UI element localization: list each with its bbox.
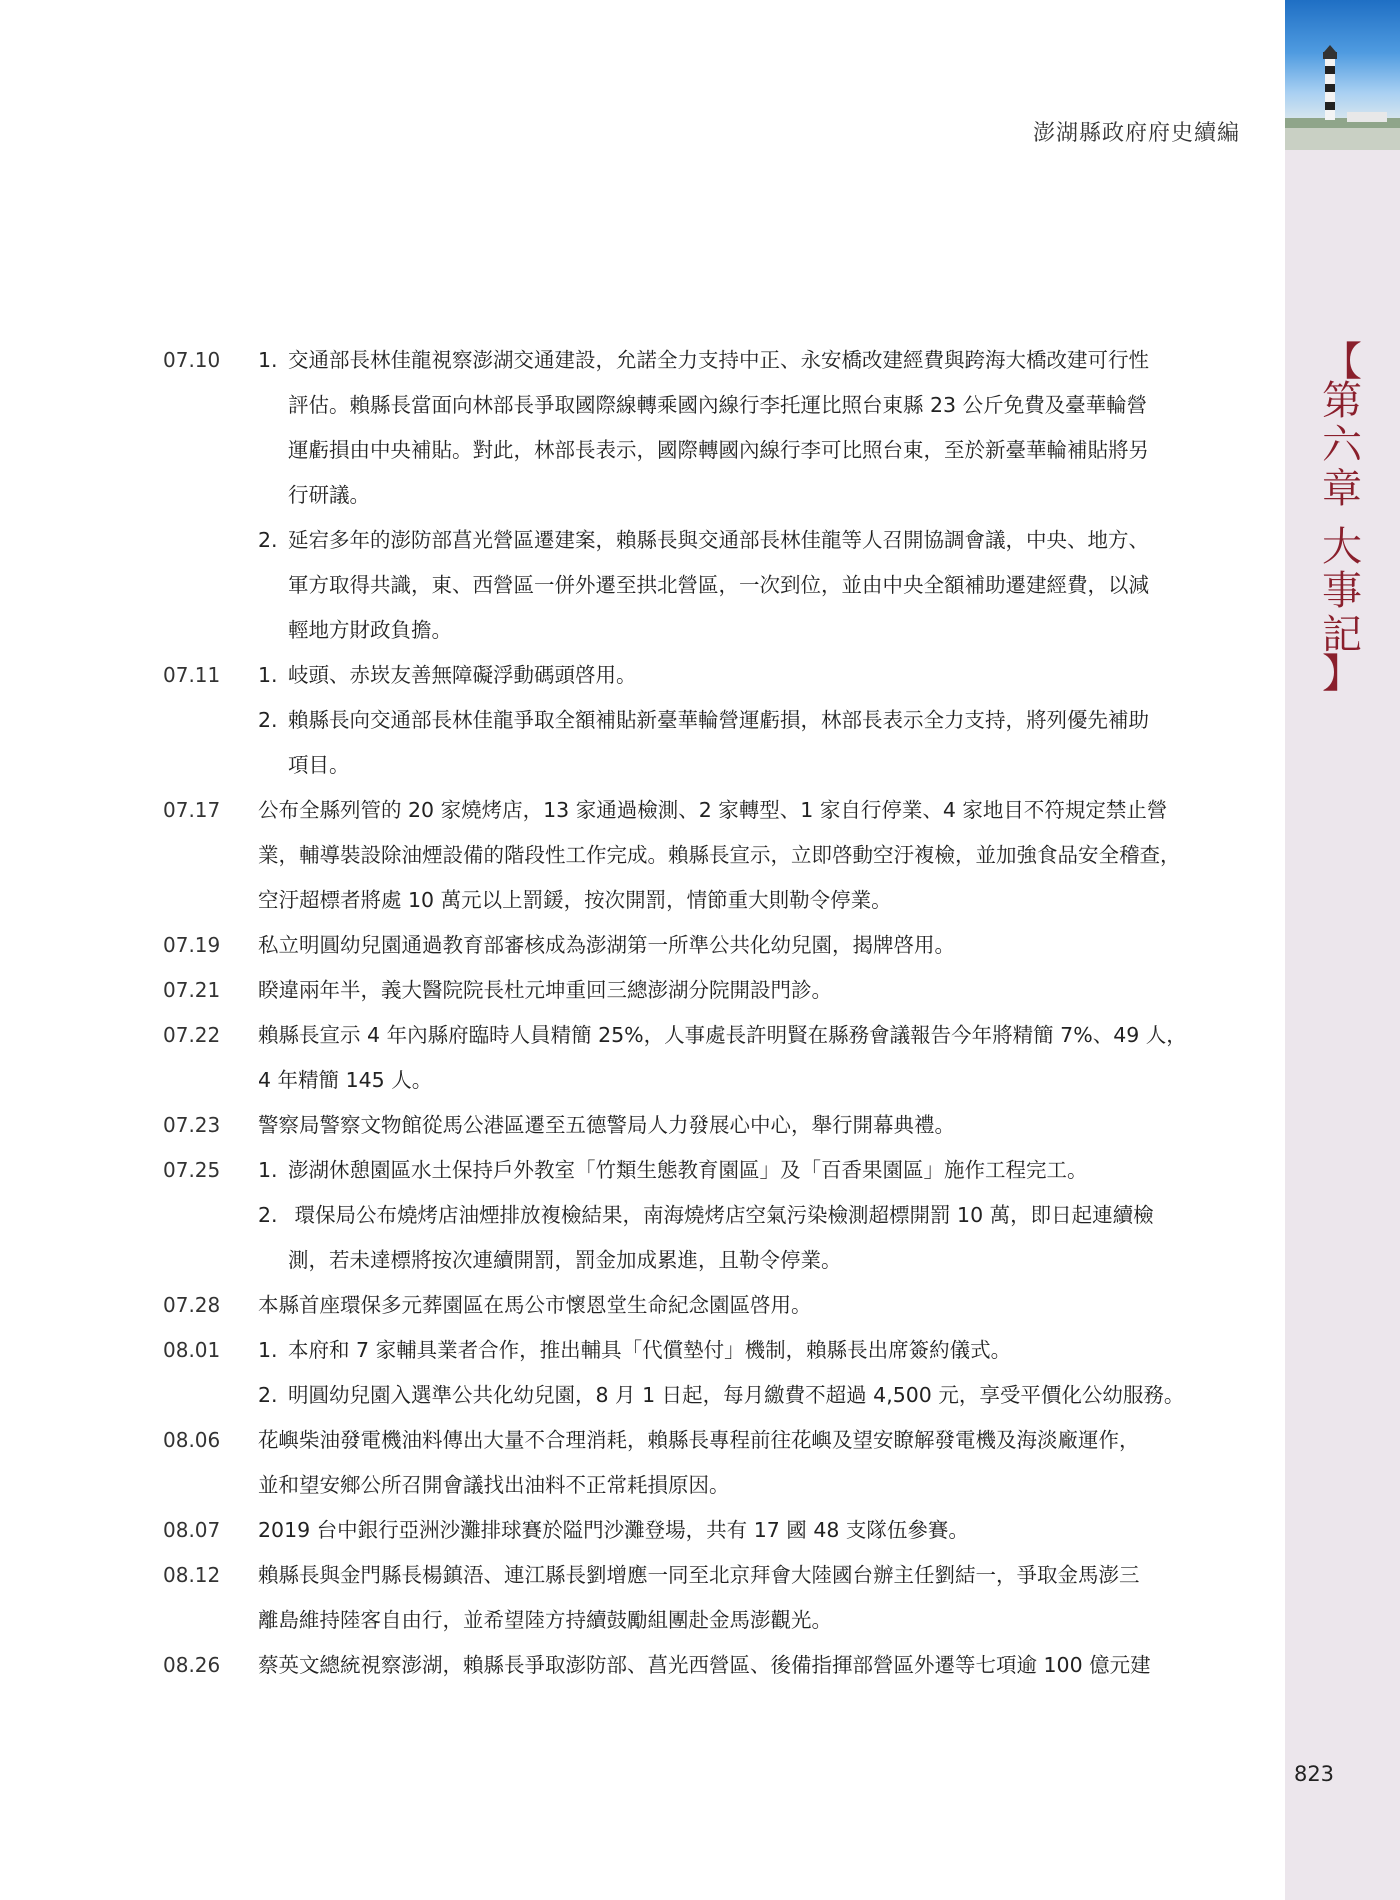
item-number: 2. [258,1383,278,1407]
page-number: 823 [1293,1762,1335,1786]
entry-line: 運虧損由中央補貼。對此，林部長表示，國際轉國內線行李可比照台東，至於新臺華輪補貼將另 [288,438,1149,462]
entry-line [258,1328,1245,1373]
entry-line [258,1193,1245,1238]
item-number: 1. [258,1338,278,1362]
entry-line: 輕地方財政負擔。 [288,618,452,642]
chronology-entry [163,338,1245,653]
entry-line: 賴縣長與金門縣長楊鎮浯、連江縣長劉增應一同至北京拜會大陸國台辦主任劉結一，爭取金馬澎三 [258,1563,1140,1587]
chapter-char: 六 [1322,422,1362,468]
bracket-open: 【 [1322,339,1362,385]
chronology-entry [163,923,1245,968]
entry-date: 07.11 [163,663,221,687]
entry-date: 08.07 [163,1518,221,1542]
chapter-sidebar [1285,0,1400,1900]
entry-text: 延宕多年的澎防部菖光營區遷建案，賴縣長與交通部長林佳龍等人召開協調會議，中央、地方、 [288,528,1149,552]
entry-line [258,1373,1245,1418]
entry-line: 離島維持陸客自由行，並希望陸方持續鼓勵組團赴金馬澎觀光。 [258,1608,832,1632]
chronology-entry [163,1013,1245,1103]
lighthouse-icon [1285,0,1400,150]
entry-body [258,788,1245,923]
chronology-list [163,338,1245,1688]
chapter-char: 記 [1322,612,1362,658]
entry-line: 公布全縣列管的 20 家燒烤店，13 家通過檢測、2 家轉型、1 家自行停業、4 家地目不符規定禁止營 [258,798,1168,822]
entry-date: 07.19 [163,933,221,957]
entry-body [258,1013,1245,1103]
entry-line: 本縣首座環保多元葬園區在馬公市懷恩堂生命紀念園區啓用。 [258,1293,812,1317]
entry-line: 花嶼柴油發電機油料傳出大量不合理消耗，賴縣長專程前往花嶼及望安瞭解發電機及海淡廠運作， [258,1428,1140,1452]
entry-date: 07.22 [163,1023,221,1047]
chronology-entry [163,1643,1245,1688]
entry-date: 07.25 [163,1158,221,1182]
item-number: 1. [258,348,278,372]
entry-line: 4 年精簡 145 人。 [258,1068,433,1092]
chronology-entry [163,1418,1245,1508]
entry-line [258,698,1245,743]
entry-body [258,1643,1245,1688]
chronology-entry [163,1283,1245,1328]
chronology-entry [163,1328,1245,1418]
entry-body [258,1283,1245,1328]
entry-body [258,923,1245,968]
entry-line: 評估。賴縣長當面向林部長爭取國際線轉乘國內線行李托運比照台東縣 23 公斤免費及臺華輪營 [288,393,1148,417]
entry-date: 07.21 [163,978,221,1002]
entry-text: 明圓幼兒園入選準公共化幼兒園，8 月 1 日起，每月繳費不超過 4,500 元，享受平價化公幼服務。 [288,1383,1185,1407]
chapter-char: 第 [1322,378,1362,424]
chapter-char: 事 [1322,568,1362,614]
item-number: 1. [258,1158,278,1182]
entry-body [258,653,1245,788]
chronology-entry [163,653,1245,788]
entry-line: 行研議。 [288,483,370,507]
item-number: 1. [258,663,278,687]
entry-body [258,1103,1245,1148]
item-number: 2. [258,708,278,732]
item-number: 2. [258,1203,278,1227]
item-number: 2. [258,528,278,552]
entry-line [258,653,1245,698]
entry-line: 賴縣長宣示 4 年內縣府臨時人員精簡 25%，人事處長許明賢在縣務會議報告今年將精簡 7%、49 人， [258,1023,1187,1047]
entry-text: 岐頭、赤崁友善無障礙浮動碼頭啓用。 [288,663,637,687]
entry-line: 2019 台中銀行亞洲沙灘排球賽於隘門沙灘登場，共有 17 國 48 支隊伍參賽。 [258,1518,969,1542]
chapter-label [1307,339,1377,697]
entry-line [258,1148,1245,1193]
chronology-entry [163,1508,1245,1553]
entry-date: 07.17 [163,798,221,822]
entry-line: 並和望安鄉公所召開會議找出油料不正常耗損原因。 [258,1473,730,1497]
chronology-entry [163,1148,1245,1283]
entry-line: 業，輔導裝設除油煙設備的階段性工作完成。賴縣長宣示，立即啓動空汙複檢，並加強食品安全稽查， [258,843,1181,867]
entry-date: 08.12 [163,1563,221,1587]
chronology-entry [163,968,1245,1013]
lighthouse-photo [1285,0,1400,150]
chapter-char: 章 [1322,466,1362,512]
entry-line: 睽違兩年半，義大醫院院長杜元坤重回三總澎湖分院開設門診。 [258,978,832,1002]
entry-text: 交通部長林佳龍視察澎湖交通建設，允諾全力支持中正、永安橋改建經費與跨海大橋改建可行性 [288,348,1149,372]
chronology-entry [163,788,1245,923]
entry-date: 08.06 [163,1428,221,1452]
entry-date: 07.10 [163,348,221,372]
running-header-title: 澎湖縣政府府史續編 [1032,121,1240,146]
entry-date: 08.26 [163,1653,221,1677]
entry-body [258,968,1245,1013]
entry-body [258,1508,1245,1553]
entry-body [258,338,1245,653]
chapter-char: 大 [1322,524,1362,570]
entry-line: 測，若未達標將按次連續開罰，罰金加成累進，且勒令停業。 [288,1248,842,1272]
entry-body [258,1148,1245,1283]
entry-line: 項目。 [288,753,350,777]
entry-body [258,1328,1245,1418]
entry-date: 08.01 [163,1338,221,1362]
entry-text: 賴縣長向交通部長林佳龍爭取全額補貼新臺華輪營運虧損，林部長表示全力支持，將列優先補助 [288,708,1149,732]
entry-line: 蔡英文總統視察澎湖，賴縣長爭取澎防部、菖光西營區、後備指揮部營區外遷等七項逾 100 億元建 [258,1653,1151,1677]
bracket-close: 】 [1322,651,1362,697]
chronology-entry [163,1553,1245,1643]
entry-line: 空汙超標者將處 10 萬元以上罰鍰，按次開罰，情節重大則勒令停業。 [258,888,892,912]
entry-text: 環保局公布燒烤店油煙排放複檢結果，南海燒烤店空氣污染檢測超標開罰 10 萬，即日起連續檢 [288,1203,1154,1227]
entry-date: 07.23 [163,1113,221,1137]
entry-body [258,1418,1245,1508]
entry-text: 澎湖休憩園區水土保持戶外教室「竹類生態教育園區」及「百香果園區」施作工程完工。 [288,1158,1088,1182]
entry-line: 軍方取得共識，東、西營區一併外遷至拱北營區，一次到位，並由中央全額補助遷建經費，以減 [288,573,1149,597]
entry-line: 私立明圓幼兒園通過教育部審核成為澎湖第一所準公共化幼兒園，揭牌啓用。 [258,933,955,957]
entry-body [258,1553,1245,1643]
entry-date: 07.28 [163,1293,221,1317]
entry-line: 警察局警察文物館從馬公港區遷至五德警局人力發展心中心，舉行開幕典禮。 [258,1113,955,1137]
entry-text: 本府和 7 家輔具業者合作，推出輔具「代償墊付」機制，賴縣長出席簽約儀式。 [288,1338,1012,1362]
chronology-entry [163,1103,1245,1148]
entry-line [258,518,1245,563]
entry-line [258,338,1245,383]
